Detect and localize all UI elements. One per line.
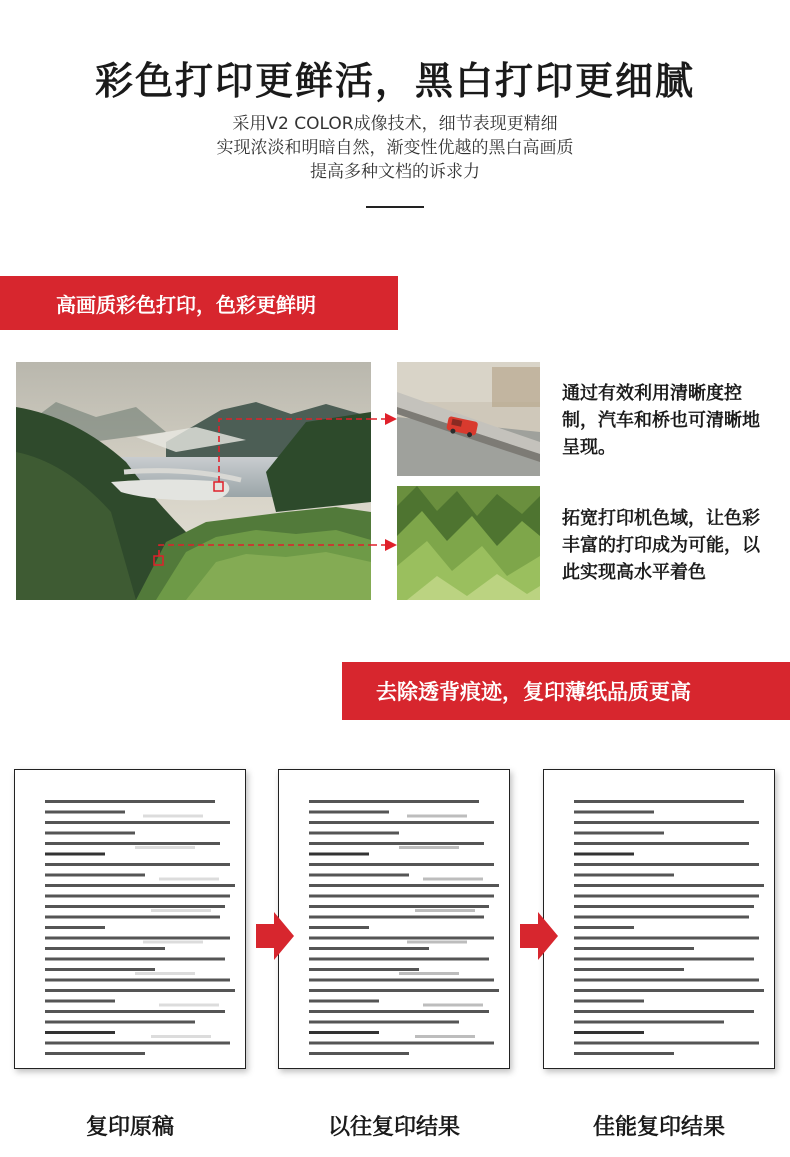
- doc-text-line: [309, 874, 409, 877]
- doc-text-line: [45, 947, 165, 950]
- title-divider: [366, 206, 424, 208]
- page-title: 彩色打印更鲜活，黑白打印更细腻: [94, 59, 695, 103]
- doc-showthrough-line: [423, 878, 483, 881]
- bridge-zoom-photo: [397, 362, 540, 476]
- doc-text-line: [309, 895, 494, 898]
- doc-text-line: [45, 916, 220, 919]
- doc-showthrough-line: [143, 941, 203, 944]
- doc-text-line: [309, 832, 399, 835]
- doc-text-line: [45, 853, 105, 856]
- doc-text-line: [309, 926, 369, 929]
- doc-showthrough-line: [151, 1035, 211, 1038]
- subtitle-line-1: 采用V2 COLOR成像技术，细节表现更精细: [232, 114, 558, 134]
- doc-text-line: [574, 853, 634, 856]
- doc-text-line: [45, 821, 230, 824]
- doc-text-line: [45, 1042, 230, 1045]
- doc-text-line: [45, 842, 220, 845]
- doc-text-line: [574, 1042, 759, 1045]
- doc-text-line: [309, 800, 479, 803]
- doc-text-line: [45, 958, 225, 961]
- doc-text-line: [45, 905, 225, 908]
- doc-text-line: [574, 1000, 644, 1003]
- doc-showthrough-line: [407, 941, 467, 944]
- doc-text-line: [574, 989, 764, 992]
- doc-text-line: [45, 832, 135, 835]
- doc-text-line: [574, 926, 634, 929]
- doc-text-line: [309, 1052, 409, 1055]
- doc-text-line: [45, 1052, 145, 1055]
- doc-text-line: [309, 842, 484, 845]
- doc-text-line: [309, 947, 429, 950]
- doc-text-line: [309, 863, 494, 866]
- doc-text-line: [45, 1010, 225, 1013]
- doc-text-line: [574, 1021, 724, 1024]
- doc-text-line: [574, 968, 684, 971]
- color-gamut-caption: 拓宽打印机色域，让色彩丰富的打印成为可能，以此实现高水平着色: [562, 508, 760, 583]
- doc-text-line: [45, 1000, 115, 1003]
- doc-text-line: [45, 926, 105, 929]
- doc-text-line: [574, 1010, 754, 1013]
- doc-text-line: [309, 1031, 379, 1034]
- subtitle-line-2: 实现浓淡和明暗自然，渐变性优越的黑白高画质: [216, 138, 574, 158]
- doc-text-line: [574, 874, 674, 877]
- color-print-banner: 高画质彩色打印，色彩更鲜明: [0, 276, 398, 330]
- doc-text-line: [45, 989, 235, 992]
- doc-text-line: [309, 958, 489, 961]
- doc-text-line: [574, 895, 759, 898]
- doc-text-line: [574, 979, 759, 982]
- doc-showthrough-line: [143, 815, 203, 818]
- original-document: [14, 769, 246, 1069]
- doc-text-line: [309, 1042, 494, 1045]
- doc-showthrough-line: [415, 1035, 475, 1038]
- doc-text-line: [309, 1010, 489, 1013]
- doc-text-line: [309, 979, 494, 982]
- doc-text-line: [45, 1031, 115, 1034]
- doc-showthrough-line: [399, 846, 459, 849]
- doc-showthrough-line: [151, 909, 211, 912]
- landscape-photo: [16, 362, 371, 600]
- doc-showthrough-line: [135, 972, 195, 975]
- doc-text-line: [45, 874, 145, 877]
- zoom-arrow-2-icon: [371, 538, 397, 552]
- doc-text-line: [309, 1021, 459, 1024]
- doc-showthrough-line: [159, 1004, 219, 1007]
- doc-text-line: [574, 863, 759, 866]
- doc-showthrough-line: [159, 878, 219, 881]
- doc-text-line: [574, 937, 759, 940]
- sharpness-caption: 通过有效利用清晰度控制，汽车和桥也可清晰地呈现。: [562, 383, 760, 458]
- previous-copy-document: [278, 769, 510, 1069]
- original-label: 复印原稿: [85, 1115, 174, 1140]
- doc-text-line: [309, 968, 419, 971]
- doc-text-line: [574, 811, 654, 814]
- doc-text-line: [45, 884, 235, 887]
- doc-text-line: [45, 895, 230, 898]
- doc-text-line: [309, 853, 369, 856]
- previous-copy-label: 以往复印结果: [327, 1115, 460, 1140]
- doc-text-line: [574, 884, 764, 887]
- doc-text-line: [309, 916, 484, 919]
- canon-copy-label: 佳能复印结果: [592, 1115, 725, 1140]
- doc-text-line: [574, 842, 749, 845]
- doc-text-line: [309, 1000, 379, 1003]
- doc-text-line: [309, 821, 494, 824]
- doc-text-line: [45, 968, 155, 971]
- doc-text-line: [574, 832, 664, 835]
- canon-copy-document: [543, 769, 775, 1069]
- doc-text-line: [45, 800, 215, 803]
- trees-zoom-photo: [397, 486, 540, 600]
- doc-text-line: [574, 821, 759, 824]
- doc-text-line: [574, 1031, 644, 1034]
- doc-text-line: [574, 958, 754, 961]
- doc-text-line: [309, 989, 499, 992]
- doc-text-line: [309, 884, 499, 887]
- subtitle-line-3: 提高多种文档的诉求力: [310, 162, 480, 182]
- doc-text-line: [45, 863, 230, 866]
- doc-text-line: [574, 800, 744, 803]
- copy-quality-banner: 去除透背痕迹，复印薄纸品质更高: [342, 662, 790, 720]
- arrow-right-icon: [520, 912, 558, 960]
- arrow-right-icon: [256, 912, 294, 960]
- doc-text-line: [309, 937, 494, 940]
- doc-text-line: [309, 905, 489, 908]
- doc-showthrough-line: [399, 972, 459, 975]
- doc-showthrough-line: [423, 1004, 483, 1007]
- doc-text-line: [574, 905, 754, 908]
- doc-text-line: [574, 947, 694, 950]
- doc-text-line: [309, 811, 389, 814]
- doc-text-line: [45, 811, 125, 814]
- doc-text-line: [574, 916, 749, 919]
- doc-showthrough-line: [407, 815, 467, 818]
- doc-text-line: [45, 979, 230, 982]
- doc-text-line: [574, 1052, 674, 1055]
- doc-showthrough-line: [135, 846, 195, 849]
- doc-showthrough-line: [415, 909, 475, 912]
- doc-text-line: [45, 1021, 195, 1024]
- zoom-arrow-1-icon: [371, 412, 397, 426]
- doc-text-line: [45, 937, 230, 940]
